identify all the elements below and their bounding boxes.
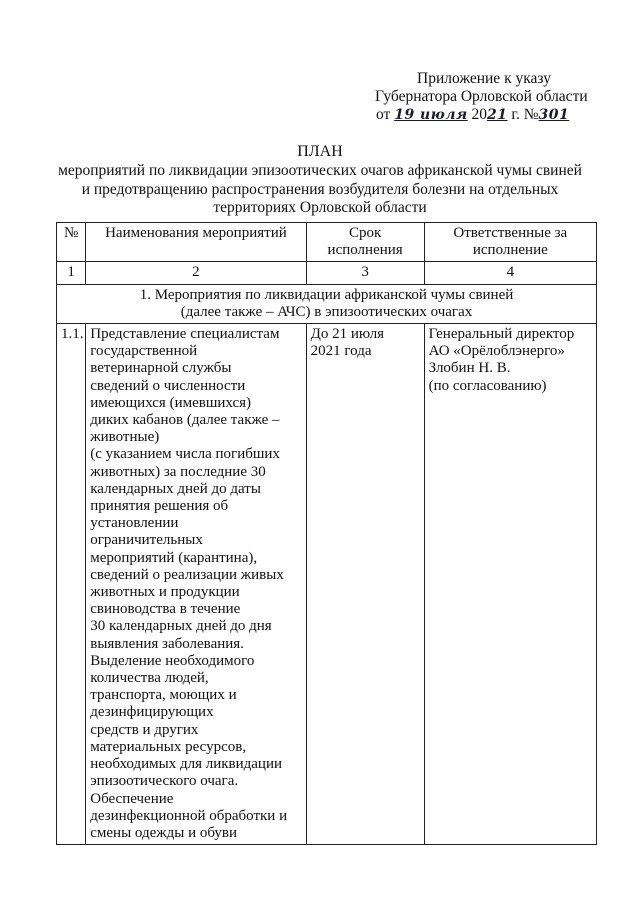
section-row bbox=[57, 284, 597, 323]
handwritten-number: 301 bbox=[538, 107, 570, 123]
table-row bbox=[57, 324, 597, 845]
from-label: от bbox=[376, 106, 391, 123]
appendix-line-1: Приложение к указу bbox=[417, 70, 551, 87]
row-responsible: Генеральный директор АО «Орёлоблэнерго» Злобин Н. В. (по согласованию) bbox=[424, 324, 596, 845]
section-title: 1. Мероприятия по ликвидации африканской чумы свиней (далее также – АЧС) в эпизоотических очагах bbox=[57, 284, 597, 323]
plan-subtitle-line-1: мероприятий по ликвидации эпизоотических очагов африканской чумы свиней bbox=[58, 162, 582, 179]
header-responsible: Ответственные за исполнение bbox=[424, 223, 596, 262]
table-header-row bbox=[57, 223, 597, 262]
column-number: 1 bbox=[57, 262, 86, 284]
column-number: 2 bbox=[86, 262, 306, 284]
plan-title: ПЛАН bbox=[297, 143, 343, 160]
row-deadline: До 21 июля 2021 года bbox=[306, 324, 424, 845]
year-prefix: 20 bbox=[471, 106, 488, 123]
plan-subtitle-line-2: и предотвращению распространения возбудителя болезни на отдельных bbox=[81, 180, 559, 198]
column-number: 4 bbox=[424, 262, 596, 284]
column-numbers-row bbox=[57, 262, 597, 284]
handwritten-date: 19 июля bbox=[394, 107, 468, 123]
appendix-block bbox=[360, 70, 600, 124]
handwritten-year: 21 bbox=[487, 107, 508, 123]
appendix-line-2: Губернатора Орловской области bbox=[375, 88, 588, 105]
plan-table bbox=[56, 222, 597, 845]
header-num: № bbox=[57, 223, 86, 262]
row-activity: Представление специалистам государственной ветеринарной службы сведений о численности имеющихся (имевшихся) диких кабанов (далее также – животные) (с указанием числа погибших животных) за последние 30 календарных дней до даты принятия решения об установлении ограничительных мероприятий (карантина), сведений о реализации живых животных и продукции свиноводства в течение 30 календарных дней до дня выявления заболевания. Выделение необходимого количества людей, транспорта, моющих и дезинфицирующих средств и других материальных ресурсов, необходимых для ликвидации эпизоотического очага. Обеспечение дезинфекционной обработки и смены одежды и обуви bbox=[86, 324, 306, 845]
row-number: 1.1. bbox=[57, 324, 86, 845]
column-number: 3 bbox=[306, 262, 424, 284]
year-suffix: г. № bbox=[511, 106, 539, 123]
appendix-date-line bbox=[360, 106, 600, 124]
header-name: Наименования мероприятий bbox=[86, 223, 306, 262]
plan-subtitle-line-3: территориях Орловской области bbox=[213, 199, 427, 216]
header-date: Срок исполнения bbox=[306, 223, 424, 262]
plan-subtitle bbox=[40, 162, 600, 218]
